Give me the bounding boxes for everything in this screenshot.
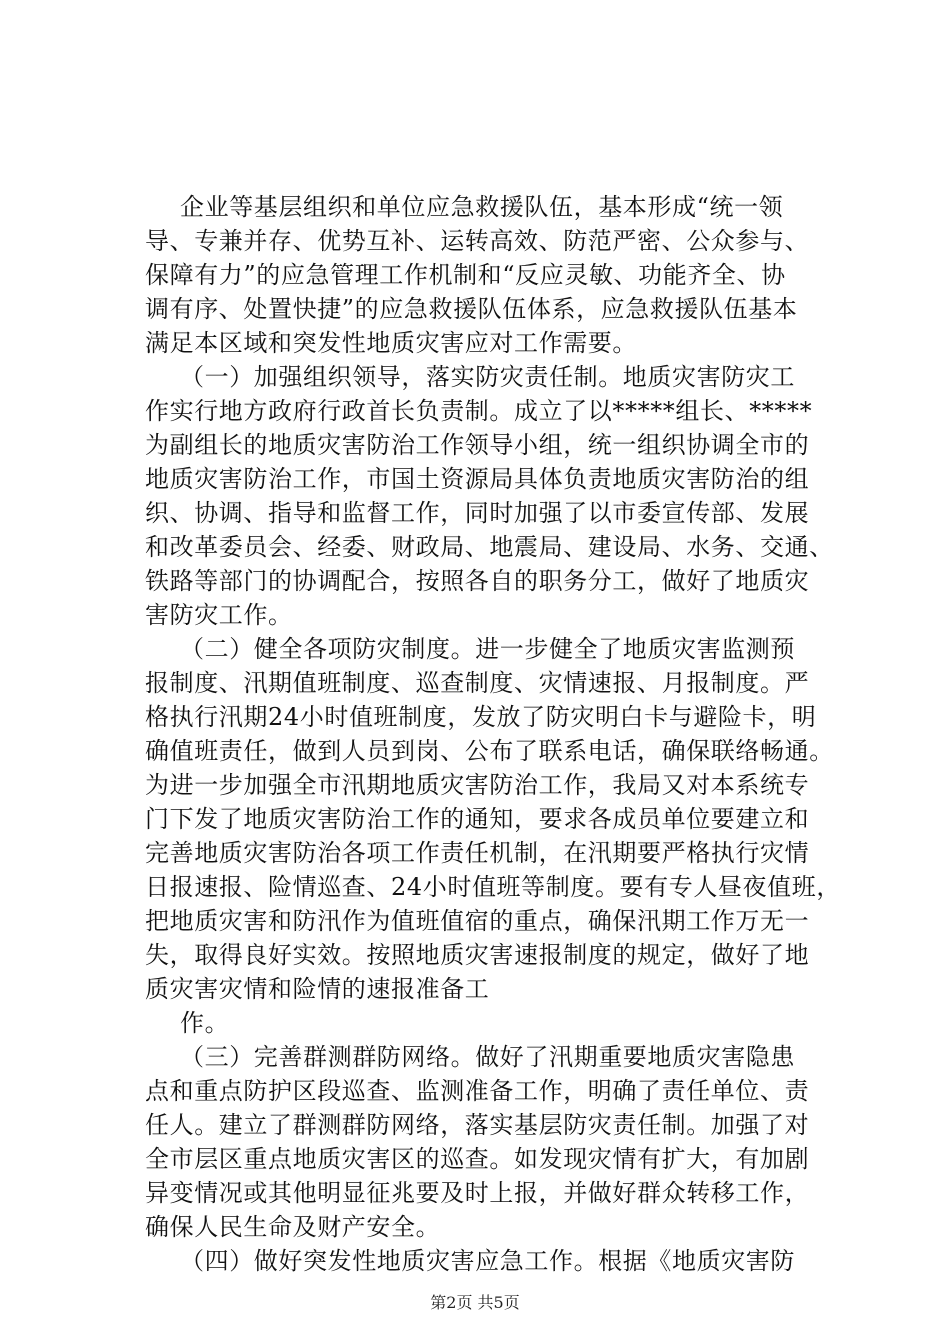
text-line: 害防灾工作。 — [145, 601, 293, 629]
text-line: 异变情况或其他明显征兆要及时上报，并做好群众转移工作， — [145, 1179, 810, 1207]
text-line: （三）完善群测群防网络。做好了汛期重要地质灾害隐患 — [180, 1043, 795, 1071]
text-line: （二）健全各项防灾制度。进一步健全了地质灾害监测预 — [180, 635, 795, 663]
text-line: 任人。建立了群测群防网络，落实基层防灾责任制。加强了对 — [145, 1111, 810, 1139]
text-line: 企业等基层组织和单位应急救援队伍，基本形成“统一领 — [180, 193, 784, 221]
text-line: 失，取得良好实效。按照地质灾害速报制度的规定，做好了地 — [145, 941, 810, 969]
text-line: 点和重点防护区段巡查、监测准备工作，明确了责任单位、责 — [145, 1077, 810, 1105]
text-line: 导、专兼并存、优势互补、运转高效、防范严密、公众参与、 — [145, 227, 810, 255]
text-line: 和改革委员会、经委、财政局、地震局、建设局、水务、交通、 — [145, 533, 834, 561]
text-line: 全市层区重点地质灾害区的巡查。如发现灾情有扩大，有加剧 — [145, 1145, 810, 1173]
text-line: 调有序、处置快捷”的应急救援队伍体系，应急救援队伍基本 — [145, 295, 798, 323]
text-line: 门下发了地质灾害防治工作的通知，要求各成员单位要建立和 — [145, 805, 810, 833]
text-line: 把地质灾害和防汛作为值班值宿的重点，确保汛期工作万无一 — [145, 907, 810, 935]
text-line: 日报速报、险情巡查、24小时值班等制度。要有专人昼夜值班， — [145, 873, 841, 901]
page-footer: 第2页 共5页 — [430, 1293, 520, 1312]
text-line: 作。 — [180, 1009, 230, 1037]
text-line: 织、协调、指导和监督工作，同时加强了以市委宣传部、发展 — [145, 499, 810, 527]
text-line: 为进一步加强全市汛期地质灾害防治工作，我局又对本系统专 — [145, 771, 810, 799]
text-line: 保障有力”的应急管理工作机制和“反应灵敏、功能齐全、协 — [145, 261, 786, 289]
text-line: 质灾害灾情和险情的速报准备工 — [145, 975, 490, 1003]
text-line: 铁路等部门的协调配合，按照各自的职务分工，做好了地质灾 — [145, 567, 810, 595]
text-line: 报制度、汛期值班制度、巡查制度、灾情速报、月报制度。严 — [145, 669, 810, 697]
text-line: 为副组长的地质灾害防治工作领导小组，统一组织协调全市的 — [145, 431, 810, 459]
text-line: 确值班责任，做到人员到岗、公布了联系电话，确保联络畅通。 — [145, 737, 834, 765]
text-line: 地质灾害防治工作，市国土资源局具体负责地质灾害防治的组 — [145, 465, 810, 493]
text-line: 完善地质灾害防治各项工作责任机制，在汛期要严格执行灾情 — [145, 839, 810, 867]
text-line: （四）做好突发性地质灾害应急工作。根据《地质灾害防 — [180, 1247, 795, 1275]
text-line: 作实行地方政府行政首长负责制。成立了以*****组长、***** — [145, 397, 813, 425]
text-line: （一）加强组织领导，落实防灾责任制。地质灾害防灾工 — [180, 363, 795, 391]
text-line: 格执行汛期24小时值班制度，发放了防灾明白卡与避险卡，明 — [145, 703, 817, 731]
text-line: 满足本区域和突发性地质灾害应对工作需要。 — [145, 329, 637, 357]
text-line: 确保人民生命及财产安全。 — [145, 1213, 441, 1241]
